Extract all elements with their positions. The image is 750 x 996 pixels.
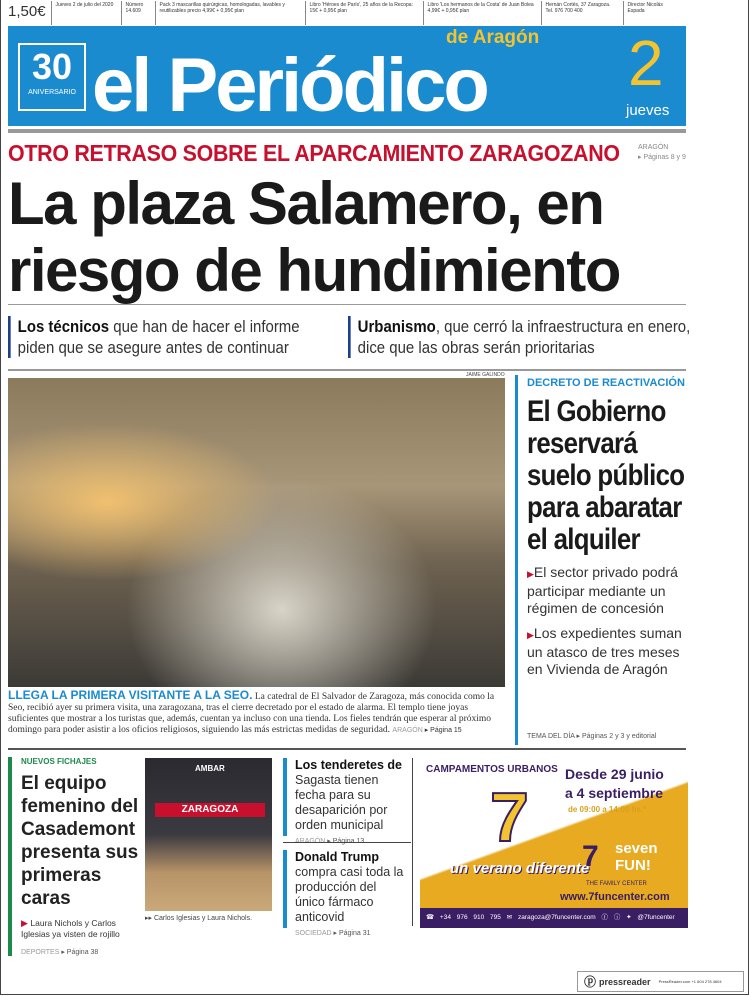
triangle-icon: ▶ <box>21 918 31 928</box>
divider <box>412 758 413 926</box>
caption-text: La catedral de El Salvador de Zaragoza, más conocida como la Seo, recibió ayer su primera visita, una zaragozana, tras el cierre decretado por el estado de alarma. El templo tiene joyas suficientes que mostrar a los turistas que, además, cuentan ya incluso con una tienda. Los fieles tendrán que esperar al próximo domingo para poder asistir a los oficios religiosos, siguiendo las más estrictas medidas de seguridad. <box>8 692 495 735</box>
divider <box>8 129 686 133</box>
divider <box>8 369 686 371</box>
photo-caption <box>8 690 508 736</box>
sports-story[interactable] <box>8 757 140 956</box>
ad-brand-number: 7 <box>582 840 599 873</box>
brief-bold: Donald Trump <box>295 850 380 864</box>
sports-photo <box>145 758 272 911</box>
bullet-text: El sector privado podrá participar mediante un régimen de concesión <box>527 564 678 616</box>
ad-number: 7 <box>490 778 529 856</box>
price: 1,50€ <box>8 1 52 25</box>
anniversary-label: ANIVERSARIO <box>28 89 76 96</box>
sub-text: Laura Nichols y Carlos Iglesias ya visten de rojillo <box>21 918 120 939</box>
page-ref: ▸ Páginas 8 y 9 <box>638 154 686 161</box>
ad-date: a 4 septiembre <box>565 785 664 801</box>
lead-kicker: OTRO RETRASO SOBRE EL APARCAMIENTO ZARAGOZANO <box>8 140 620 166</box>
ad-hours: de 09:00 a 14:00 hs.* <box>568 805 647 814</box>
sports-headline: El equipo femenino del Casademont presenta sus primeras caras <box>21 773 139 909</box>
ad-url[interactable]: www.7funcenter.com <box>560 891 670 903</box>
triangle-icon: ▶ <box>527 569 534 579</box>
day-number: 2 <box>628 27 664 99</box>
subhead-text: , que cerró la infraestructura en enero, dice que las obras serán prioritarias <box>357 317 691 357</box>
issue-cell: Número 14.609 <box>122 1 156 25</box>
brief-footer <box>295 929 408 937</box>
advertisement[interactable] <box>420 758 688 928</box>
pressreader-contact: PressReader.com +1 604 278 4604 <box>658 979 722 984</box>
sports-footer <box>21 948 140 956</box>
headline-line: riesgo de hundimiento <box>8 237 620 304</box>
lead-page-ref <box>638 143 686 163</box>
anniversary-badge <box>18 43 86 111</box>
lead-subhead <box>8 316 340 358</box>
ad-brand: seven FUN! <box>615 840 658 874</box>
ad-date: Desde 29 junio <box>565 766 664 782</box>
bullet-text: Los expedientes suman un atasco de tres meses en Vivienda de Aragón <box>527 625 682 677</box>
day-name: jueves <box>626 102 670 119</box>
ad-brand-sub: THE FAMILY CENTER <box>586 881 647 887</box>
photo-brand-text: AMBAR <box>195 764 225 773</box>
promo-cell: Pack 3 mascarillas quirúrgicas, homologadas, lavables y reutilizables precio 4,99€ + 0,95€ plan <box>156 1 306 25</box>
caption-kicker: LLEGA LA PRIMERA VISITANTE A LA SEO. <box>8 688 253 702</box>
pressreader-badge[interactable] <box>577 971 744 992</box>
side-footer: TEMA DEL DÍA ▸ Páginas 2 y 3 y editorial <box>527 733 657 740</box>
divider <box>8 748 686 750</box>
triangle-icon: ▶ <box>527 630 534 640</box>
divider <box>283 842 411 843</box>
page-ref: ▸ Página 15 <box>422 727 462 734</box>
photo-credit: JAIME GALINDO <box>466 372 505 378</box>
date-cell: Jueves 2 de julio del 2020 <box>52 1 122 25</box>
subhead-bold: Los técnicos <box>17 317 110 336</box>
side-story[interactable] <box>515 375 690 745</box>
cathedral-photo <box>8 378 505 687</box>
pressreader-icon: ⓟ <box>584 975 597 989</box>
ad-title: CAMPAMENTOS URBANOS <box>426 764 558 775</box>
brief-bold: Los tenderetes de <box>295 758 402 772</box>
brief-story[interactable] <box>283 758 408 836</box>
masthead <box>8 26 686 126</box>
ad-tagline: un verano diferente <box>450 860 590 877</box>
photo-scarf-text: ZARAGOZA <box>155 803 265 817</box>
divider <box>8 304 686 305</box>
newspaper-logo: el Periódico <box>92 43 487 128</box>
side-bullet <box>527 625 690 678</box>
brief-footer <box>295 837 408 845</box>
promo-cell: Libro 'Los hermanos de la Costa' de Juan Bolea 4,99€ + 0,95€ plan <box>424 1 542 25</box>
anniversary-number: 30 <box>31 46 73 87</box>
top-info-strip <box>8 1 686 25</box>
subhead-bold: Urbanismo <box>357 317 436 336</box>
side-kicker: DECRETO DE REACTIVACIÓN <box>527 377 685 389</box>
brief-text: Sagasta tienen fecha para su desaparición por orden municipal <box>295 773 388 832</box>
page-ref: ▸ Página 38 <box>59 949 99 956</box>
pressreader-label: pressreader <box>599 976 651 987</box>
section-label: ARAGÓN <box>638 144 669 151</box>
lead-subhead <box>348 316 693 358</box>
headline-line: La plaza Salamero, en <box>8 170 604 237</box>
sports-photo-caption: ▸▸ Carlos Iglesias y Laura Nichols. <box>145 915 253 922</box>
side-bullet <box>527 564 690 617</box>
sports-kicker: NUEVOS FICHAJES <box>21 757 97 766</box>
director-cell: Director Nicolás Espada <box>627 2 663 14</box>
section-label: ARAGÓN <box>392 727 423 734</box>
ad-contact-bar: ☎ +34 976 910 795 ✉ zaragoza@7funcenter.com ⓕ ⓘ ✦ @7funcenter <box>420 908 688 928</box>
address-cell: Hernán Cortés, 37 Zaragoza. Tel. 976 700 400 <box>542 1 624 25</box>
lead-headline[interactable] <box>8 170 620 304</box>
brief-text: compra casi toda la producción del único fármaco anticovid <box>295 865 404 924</box>
promo-cell: Libro 'Héroes de París', 25 años de la Recopa: 15€ + 0,95€ plan <box>306 1 424 25</box>
page-ref: ▸ Página 31 <box>331 930 371 937</box>
section-label: DEPORTES <box>21 949 60 956</box>
subhead-text: que han de hacer el informe piden que se asegure antes de continuar <box>17 317 300 357</box>
side-headline: El Gobierno reservará suelo público para abaratar el alquiler <box>527 395 685 556</box>
section-label: SOCIEDAD <box>295 930 332 937</box>
logo-subtitle: de Aragón <box>446 27 540 48</box>
sports-sub <box>21 918 140 940</box>
brief-story[interactable] <box>283 850 408 937</box>
